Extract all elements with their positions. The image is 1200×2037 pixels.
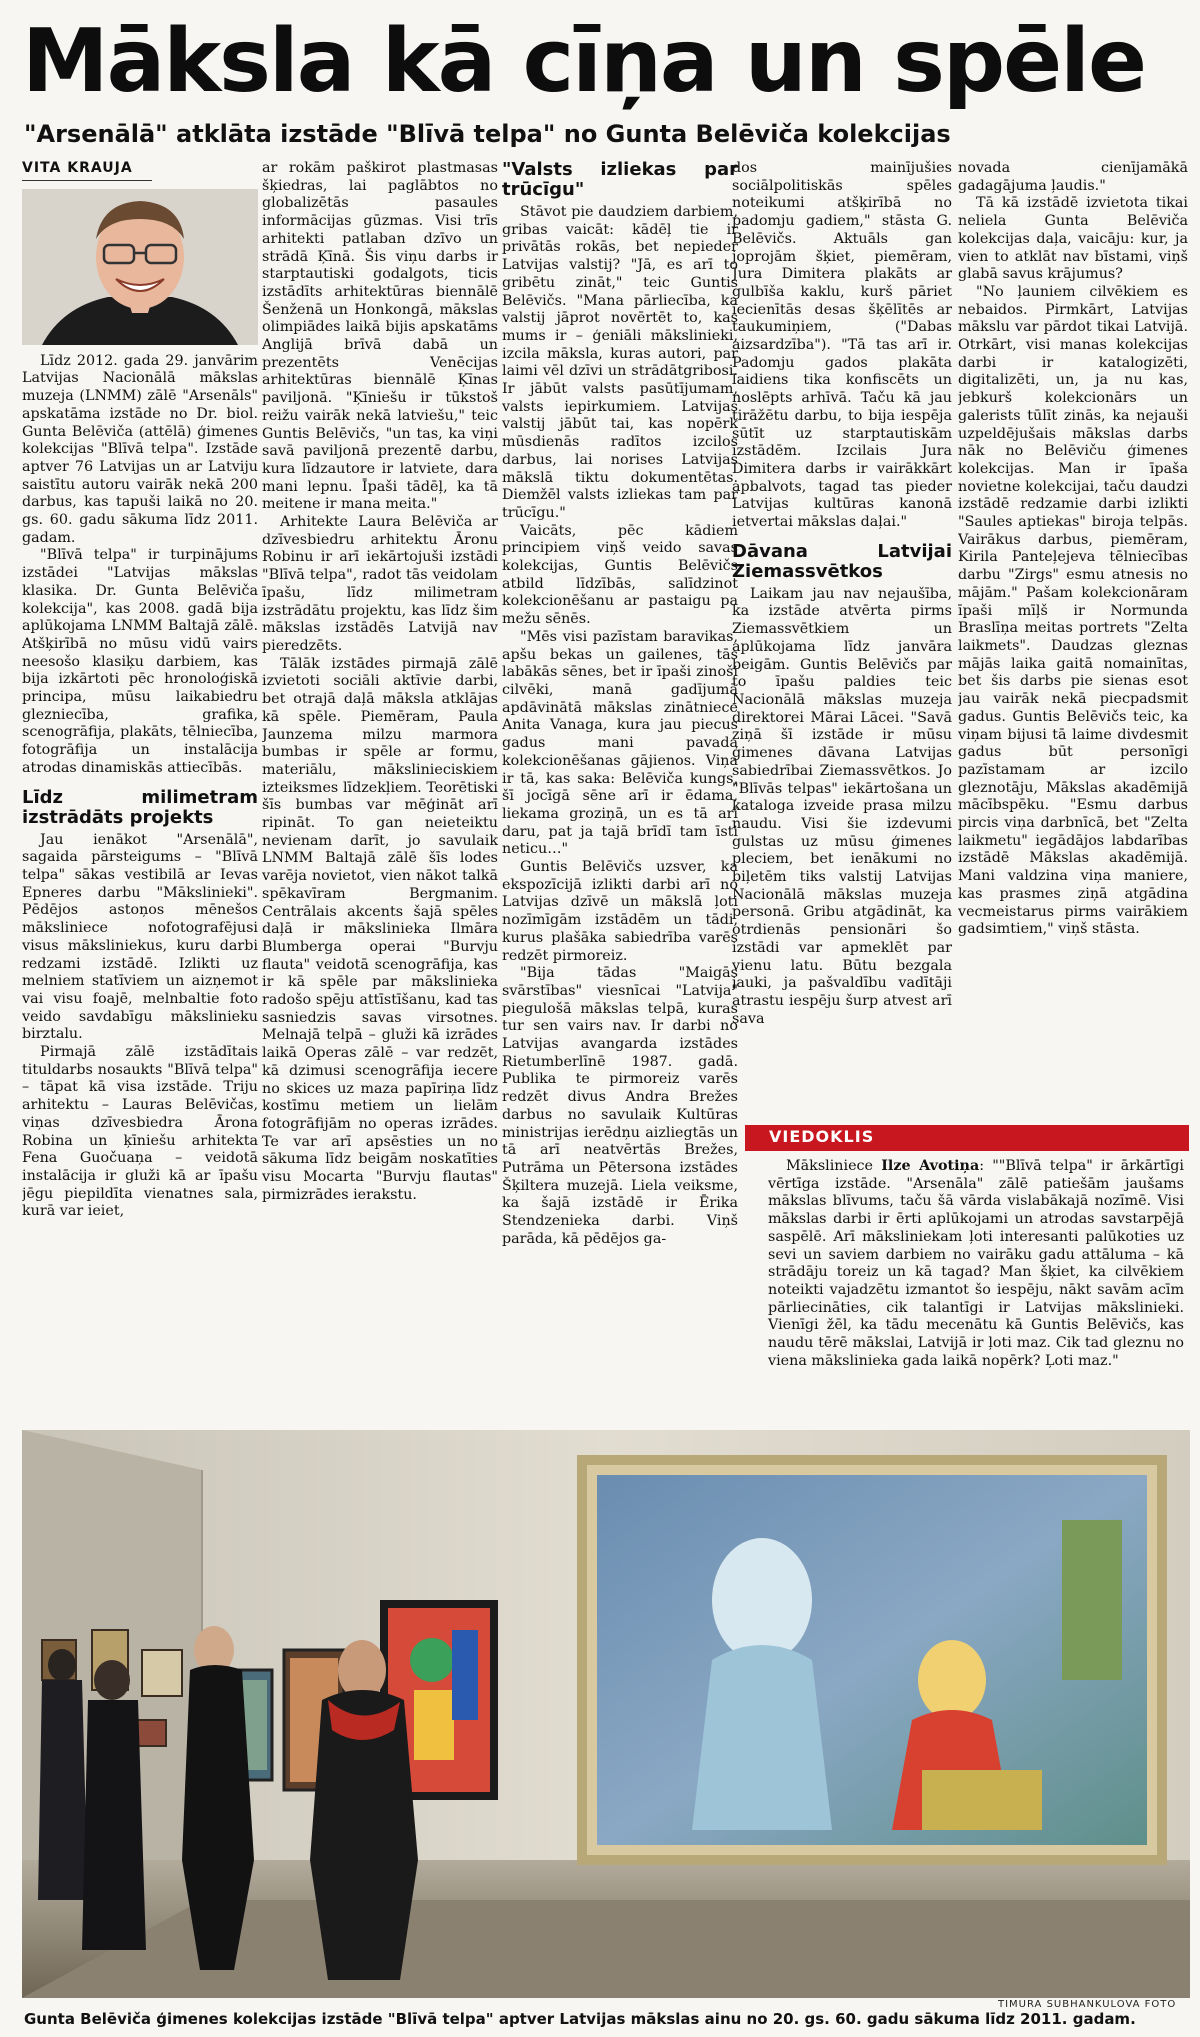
opinion-text-block [768,1158,1184,1370]
paragraph: "Blīvā telpa" ir turpinājums izstādei "Latvijas mākslas klasika. Dr. Gunta Belēviča kolekcija", kas 2008. gadā bija aplūkojama LNMM Baltajā zālē. Atšķirībā no mūsu vidū vairs neesošo klasiķu darbiem, kas bija izkārtoti pēc hronoloģiskā principa, mūsu laikabiedru glezniecība, grafika, scenogrāfija, plakāts, tēlniecība, fotogrāfija un instalācija atrodas dinamiskās attiecībās. [22,547,258,776]
photo-credit: TIMURA SUBHANKULOVA FOTO [998,1999,1177,2010]
paragraph: Jau ienākot "Arsenālā", sagaida pārsteigums – "Blīvā telpa" sākas vestibilā ar Ievas Epneres darbu "Mākslinieki". Pēdējos astoņos mēnešos māksliniece nofotografējusi visus māksliniekus, kuru darbi redzami izstādē. Izlikti uz melniem statīviem un aizņemot vai visu foajē, melnbaltie foto veido savdabīgu mākslinieku birztalu. [22,831,258,1043]
section-subheading: Dāvana Latvijai Ziemassvētkos [732,540,952,582]
paragraph: Tā kā izstādē izvietota tikai neliela Gunta Belēviča kolekcijas daļa, vaicāju: kur, ja vien to atklāt nav bīstami, viņš glabā savus krājumus? [958,195,1188,283]
article-column-2 [262,160,498,1440]
article-column-4 [732,160,952,1115]
subheadline: "Arsenālā" atklāta izstāde "Blīvā telpa" no Gunta Belēviča kolekcijas [24,120,951,148]
opinion-label: VIEDOKLIS [769,1127,875,1146]
paragraph: Pirmajā zālē izstādītais tituldarbs nosaukts "Blīvā telpa" – tāpat kā visa izstāde. Triju arhitektu – Lauras Belēvičas, viņas dzīvesbiedra Ārona Robina un ķīniešu arhitekta Fena Guočuaņa – veidotā instalācija ir gluži kā ar īpašu jēgu piepildīta vienatnes sala, kurā var ieiet, [22,1044,258,1220]
photo-caption: Gunta Belēviča ģimenes kolekcijas izstāde "Blīvā telpa" aptver Latvijas mākslas ainu no 20. gs. 60. gadu sākuma līdz 2011. gadam. [24,2010,1136,2028]
opinion-quote: : ""Blīvā telpa" ir ārkārtīgi vērtīga izstāde. "Arsenāla" zālē patiešām jaušams mākslas blīvums, taču šā vārda vislabākajā nozīmē. Visi mākslas darbi ir ērti aplūkojami un atrodas savstarpējā saspēlē. Arī māksliniekam ļoti interesanti palūkoties uz sevi un saviem darbiem no vairāku gadu attāluma – kā strādāju toreiz un kā tagad? Man šķiet, ka cilvēkiem noteikti vajadzētu izmantot šo iespēju, nākt savām acīm pārliecināties, cik talantīgi ir Latvijas mākslinieki. Vienīgi žēl, ka tādu mecenātu kā Guntis Belēvičs, kas naudu tērē mākslai, Latvijā ir ļoti maz. Cik tad gleznu no viena mākslinieka gada laikā nopērk? Ļoti maz." [768,1158,1184,1369]
article-column-1 [22,160,258,1450]
opinion-rule [745,1149,1189,1151]
opinion-header [745,1123,1189,1153]
opinion-label-bar [745,1125,1189,1149]
section-subheading: Līdz milimetram izstrādāts projekts [22,786,258,828]
paragraph: Stāvot pie daudziem darbiem, gribas vaicāt: kādēļ tie ir privātās rokās, bet nepieder Latvijas valstij? "Jā, es arī to gribētu zināt," teic Guntis Belēvičs. "Mana pārliecība, ka valstij jāprot novērtēt to, kas mums ir – ģeniāli mākslinieki, izcila māksla, kuras autori, par laimi vēl dzīvi un strādātgribosi. Ir jābūt valsts pasūtījumam, valsts iepirkumiem. Latvijas valstij jābūt tai, kas nopērk mūsdienās radītos izcilos darbus, lai norises Latvijas mākslā tiktu dokumentētas. Diemžēl valsts izliekas tam par trūcīgu." [502,204,738,521]
author-byline: VITA KRAUJA [22,160,152,181]
portrait-photo-gunta-belevics [22,189,258,345]
article-column-3 [502,160,738,1440]
paragraph: Vaicāts, pēc kādiem principiem viņš veido savas kolekcijas, Guntis Belēvičs atbild līdzībās, salīdzinot kolekcionēšanu ar pastaigu pa mežu sēnēs. [502,522,738,628]
exhibition-photo [22,1430,1190,1998]
paragraph: Tālāk izstādes pirmajā zālē izvietoti sociāli aktīvie darbi, bet otrajā daļā māksla atklājas kā spēle. Piemēram, Paula Jaunzema milzu marmora bumbas ir spēle ar formu, materiālu, mākslinieciskiem izteiksmes līdzekļiem. Teorētiski šīs bumbas var mēģināt arī ripināt. To gan neieteiktu nevienam darīt, jo savulaik LNMM Baltajā zālē šīs lodes varēja novietot, vien nākot talkā spēkavīram Bergmanim. Centrālais akcents šajā spēles daļā ir mākslinieka Ilmāra Blumberga operai "Burvju flauta" veidotā scenogrāfija, kas ir kā spēle par mākslinieka radošo spēju attīstīšanu, kad tas sasniedzis savas virsotnes. Melnajā telpā – gluži kā izrādes laikā Operas zālē – var redzēt, kā dzimusi scenogrāfija iecere no skices uz maza papīriņa līdz kostīmu metiem un lielām fotogrāfijām no operas izrādes. Te var arī apsēsties un no sākuma līdz beigām noskatīties visu Mocarta "Burvju flautas" pirmizrādes ierakstu. [262,655,498,1203]
paragraph: ar rokām paškirot plastmasas šķiedras, lai paglābtos no globalizētās pasaules informācijas gūzmas. Visi trīs arhitekti patlaban dzīvo un strādā Ķīnā. Šis viņu darbs ir starptautiski godalgots, ticis izstādīts arhitektūras biennālē Šenženā un Honkongā, mākslas olimpiādes laikā bijis apskatāms Anglijā brīvā dabā un prezentēts Venēcijas arhitektūras biennālē Ķīnas paviljonā. "Ķīniešu ir tūkstoš reižu vairāk nekā latviešu," teic Guntis Belēvičs, "un tas, ka viņi savā paviljonā prezentē darbu, kura līdzautore ir latviete, dara mani lepnu. Īpaši tādēļ, ka tā meitene ir mana meita." [262,160,498,513]
paragraph: Arhitekte Laura Belēviča ar dzīvesbiedru arhitektu Āronu Robinu ir arī iekārtojuši izstādi "Blīvā telpa", radot tās veidolam īpašu, līdz milimetram izstrādātu projektu, kas līdz šim mākslas izstādēs Latvijā nav pieredzēts. [262,514,498,654]
opinion-lead: Māksliniece [786,1158,874,1174]
article-column-5 [958,160,1188,1115]
paragraph: novada cienījamākā gadagājuma ļaudis." [958,160,1188,194]
paragraph: Līdz 2012. gada 29. janvārim Latvijas Nacionālā mākslas muzeja (LNMM) zālē "Arsenāls" apskatāma izstāde no Dr. biol. Gunta Belēviča (attēlā) ģimenes kolekcijas "Blīvā telpa". Izstāde aptver 76 Latvijas un ar Latviju saistītu autoru vairāk nekā 200 darbus, kas tapuši laikā no 20. gs. 60. gadu sākuma līdz 2011. gadam. [22,352,258,546]
paragraph: Guntis Belēvičs uzsver, ka ekspozīcijā izlikti darbi arī no Latvijas dzīvē un mākslā ļoti nozīmīgām izstādēm un tādi, kurus plašāka sabiedrība varēs redzēt pirmoreiz. [502,859,738,964]
headline: Māksla kā cīņa un spēle [22,10,1145,112]
opinion-author-name: Ilze Avotiņa [881,1158,980,1174]
paragraph: dos mainījušies sociālpolitiskās spēles noteikumi atšķirībā no padomju gadiem," stāsta G. Belēvičs. Aktuāls gan joprojām šķiet, piemēram, Jura Dimitera plakāts ar gulbīša kaklu, kurš pāriet iecienītās desas šķēlītēs ar taukumiņiem, ("Dabas aizsardzība"). "Tā tas arī ir. Padomju gados plakāta laidiens tika konfiscēts un noslēpts arhīvā. Taču kā jau tirāžētu darbu, to bija iespēja sūtīt uz starptautiskām izstādēm. Izcilais Jura Dimitera darbs ir vairākkārt apbalvots, tagad tas pieder Latvijas kultūras kanonā ietvertai mākslas daļai." [732,160,952,531]
paragraph: "Mēs visi pazīstam baravikas, apšu bekas un gailenes, tās labākās sēnes, bet ir īpaši zinoši cilvēki, manā gadījumā apdāvinātā mākslas zinātniece Anita Vanaga, kura jau piecus gadus mani pavada kolekcionēšanas gājienos. Viņa ir tā, kas saka: Belēviča kungs, šī jocīgā sēne arī ir ēdama, liekama groziņā, un es tā arī daru, pat ja tajā brīdī tam īsti neticu…" [502,628,738,858]
paragraph: "Bija tādas "Maigās svārstības" viesnīcai "Latvija" piegulošā mākslas telpā, kuras tur sen vairs nav. Ir darbi no Latvijas avangarda izstādes Rietumberlīnē 1987. gadā. Publika te pirmoreiz varēs redzēt divus Andra Brežes darbus no savulaik Kultūras ministrijas ierēdņu aizliegtās un tā arī neatvērtās Brežes, Putrāma un Pētersona izstādes Šķiltera muzejā. Liela veiksme, ka šajā izstādē ir Ērika Stendzenieka darbi. Viņš parāda, kā pēdējos ga- [502,965,738,1247]
paragraph: Laikam jau nav nejaušība, ka izstāde atvērta pirms Ziemassvētkiem un aplūkojama līdz janvāra beigām. Guntis Belēvičs par to īpašu paldies teic Nacionālā mākslas muzeja direktorei Mārai Lācei. "Savā ziņā šī izstāde ir mūsu ģimenes dāvana Latvijas sabiedrībai Ziemassvētkos. Jo "Blīvās telpas" iekārtošana un kataloga izveide prasa milzu naudu. Visi šie izdevumi gulstas uz mūsu ģimenes pleciem, bet ienākumi no biļetēm tiks valstij Latvijas Nacionālā mākslas muzeja personā. Gribu atgādināt, ka otrdienās pensionāri šo izstādi var apmeklēt par vienu latu. Būtu bezgala jauki, ja pašvaldību vadītāji atrastu iespēju šurp atvest arī sava [732,585,952,1027]
section-subheading: "Valsts izliekas par trūcīgu" [502,160,738,200]
paragraph: "No ļauniem cilvēkiem es nebaidos. Pirmkārt, Latvijas mākslu var pārdot tikai Latvijā. Otrkārt, visi manas kolekcijas darbi ir katalogizēti, digitalizēti, un, ja nu kas, jebkurš kolekcionārs un galerists tūlīt zinās, ka nejauši uzpeldējušais mākslas darbs nāk no Belēviču ģimenes kolekcijas. Man ir īpaša novietne kolekcijai, taču daudzi izstādē redzamie darbi izlikti "Saules aptiekas" biroja telpās. Vairākus darbus, piemēram, Kirila Panteļejeva tēlniecības darbu "Zirgs" esmu atnesis no mājām." Pašam kolekcionāram īpaši mīļš ir Normunda Braslīņa meitas portrets "Zelta laikmets". Daudzas gleznas mājās laika gaitā nomainītas, bet šis darbs pie sienas esot jau vairāk nekā piecpadsmit gadus. Guntis Belēvičs teic, ka viņam bijusi tā laime divdesmit gadus būt personīgi pazīstamam ar izcilo gleznotāju, Mākslas akadēmijā mācībspēku. "Esmu darbus pircis viņa darbnīcā, bet "Zelta laikmetu" iegādājos labdarības izstādē Mākslas akadēmijā. Mani valdzina viņa maniere, kas prasmes ziņā atgādina vecmeistarus pirms vairākiem gadsimtiem," viņš stāsta. [958,283,1188,938]
opinion-paragraph [768,1158,1184,1370]
